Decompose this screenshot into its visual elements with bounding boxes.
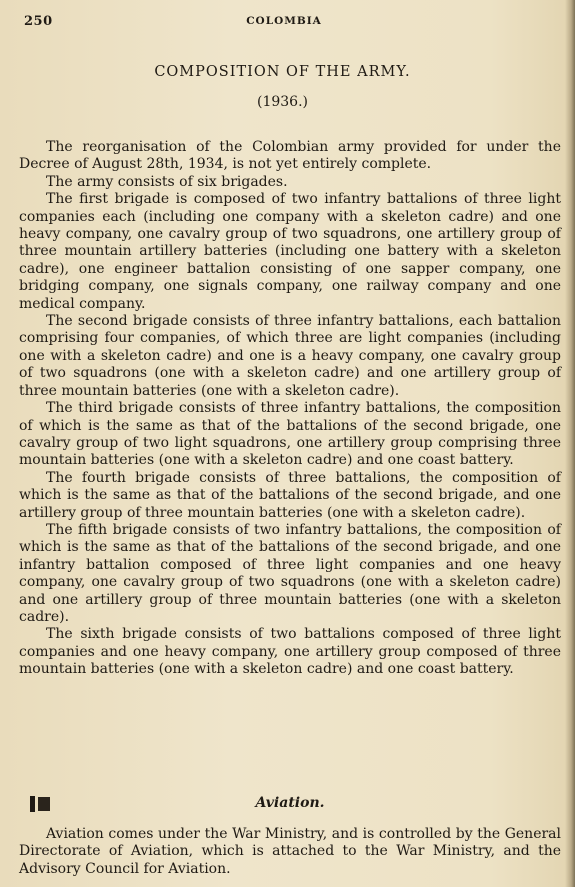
army-composition-text (19, 139, 561, 679)
paragraph-sixth-brigade: The sixth brigade consists of two battalions composed of three light companies and one heavy company, one artillery group composed of three mountain batteries (one with a skeleton cadre) and one coast battery. (19, 626, 561, 678)
paragraph-aviation: Aviation comes under the War Ministry, and is controlled by the General Directorate of Aviation, which is attached to the War Ministry, and the Advisory Council for Aviation. (19, 826, 561, 877)
paragraph-six-brigades: The army consists of six brigades. (46, 173, 288, 190)
section-year: (1936.) (256, 94, 308, 110)
section-title: COMPOSITION OF THE ARMY. (154, 64, 411, 80)
aviation-heading: Aviation. (255, 795, 325, 811)
paragraph-reorganisation: The reorganisation of the Colombian army provided for under the Decree of August 28th, 1934, is not yet entirely complete. (19, 139, 561, 173)
paragraph-first-brigade: The first brigade is composed of two infantry battalions of three light companies each (including one company with a skeleton cadre) and one heavy company, one cavalry group of two squadrons, one artillery group of three mountain artillery batteries (including one battery with a skeleton cadre), one engineer battalion consisting of one sapper company, one bridging company, one signals company, one railway company and one medical company. (19, 191, 561, 312)
page-edge-shadow (565, 0, 575, 887)
page-number: 250 (24, 14, 53, 29)
paragraph-third-brigade: The third brigade consists of three infantry battalions, the composition of which is the same as that of the battalions of the second brigade, one cavalry group of two light squadrons, one artillery group comprising three mountain batteries (one with a skeleton cadre) and one coast battery. (19, 400, 561, 469)
aviation-text (19, 826, 561, 878)
aviation-heading-row (19, 793, 561, 817)
page-header (24, 14, 544, 32)
paragraph-fifth-brigade: The fifth brigade consists of two infantry battalions, the composition of which is the same as that of the battalions of the second brigade, and one infantry battalion composed of three light companies and one heavy company, one cavalry group of two squadrons (one with a skeleton cadre) and one artillery group of three mountain batteries (one with a skeleton cadre). (19, 521, 561, 625)
running-head: COLOMBIA (246, 15, 322, 27)
paragraph-fourth-brigade: The fourth brigade consists of three battalions, the composition of which is the same as that of the battalions of the second brigade, and one artillery group of three mountain batteries (one with a skeleton cadre). (19, 469, 561, 521)
paragraph-second-brigade: The second brigade consists of three infantry battalions, each battalion comprising four companies, of which three are light companies (including one with a skeleton cadre) and one is a heavy company, one cavalry group of two squadrons (one with a skeleton cadre) and one artillery group of three mountain batteries (one with a skeleton cadre). (19, 313, 561, 399)
